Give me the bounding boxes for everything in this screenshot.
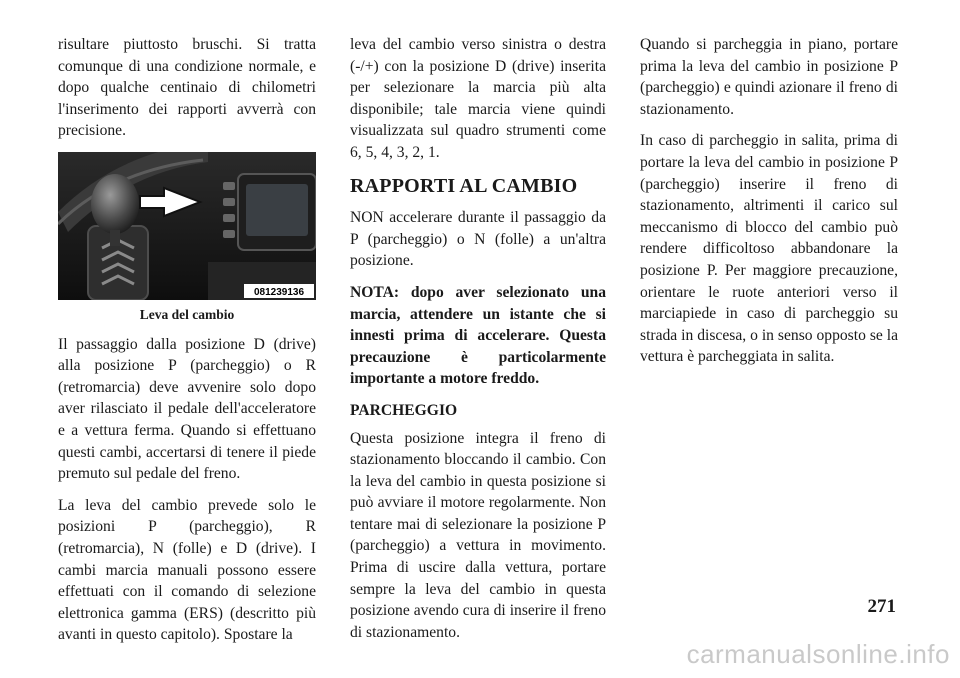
gear-knob <box>91 174 139 234</box>
paragraph: La leva del cambio prevede solo le posizioni P (parcheggio), R (retromarcia), N (folle) e D (drive). I cambi marcia manuali possono essere effettuati con il comando di selezione elettronica gamma (ERS) (descritto più avanti in questo capitolo). Spostare la <box>58 496 316 644</box>
paragraph: Quando si parcheggia in piano, portare prima la leva del cambio in posizione P (parcheggio) e quindi azionare il freno di stazionamento. <box>640 36 898 118</box>
column-middle <box>350 34 606 653</box>
paragraph: Il passaggio dalla posizione D (drive) alla posizione P (parcheggio) o R (retromarcia) deve avvenire solo dopo aver rilasciato il pedale dell'acceleratore e a vettura ferma. Quando si effettuano questi cambi, accertarsi di tenere il piede premuto sul pedale del freno. <box>58 335 316 483</box>
watermark: carmanualsonline.info <box>686 639 950 669</box>
paragraph: Questa posizione integra il freno di stazionamento bloccando il cambio. Con la leva del cambio in questa posizione si può avviare il motore regolarmente. Non tentare mai di selezionare la posizione P (parcheggio) a vettura in movimento. Prima di uscire dalla vettura, portare sempre la leva del cambio in questa posizione avendo cura di inserire il freno di stazionamento. <box>350 429 606 641</box>
paragraph: In caso di parcheggio in salita, prima di portare la leva del cambio in posizione P (parcheggio) inserire il freno di stazionamento, altrimenti il carico sul meccanismo di blocco del cambio può rendere difficoltoso abbandonare la posizione P. Per maggiore precauzione, orientare le ruote anteriori verso il marciapiede in caso di parcheggio su strada in discesa, o in senso opposto se la vettura è parcheggiata in salita. <box>640 132 898 366</box>
page-number: 271 <box>867 596 896 617</box>
paragraph: risultare piuttosto bruschi. Si tratta comunque di una condizione normale, e dopo qualche centinaio di chilometri l'inserimento dei rapporti avverrà con precisione. <box>58 36 316 140</box>
note-paragraph: NOTA: dopo aver selezionato una marcia, attendere un istante che si innesti prima di accelerare. Questa precauzione è particolarmente importante a motore freddo. <box>350 283 606 388</box>
column-right <box>640 34 898 378</box>
paragraph: leva del cambio verso sinistra o destra (-/+) con la posizione D (drive) inserita per selezionare la marcia più alta disponibile; tale marcia viene quindi visualizzata sul quadro strumenti come 6, 5, 4, 3, 2, 1. <box>350 36 606 161</box>
subsection-heading: PARCHEGGIO <box>350 401 458 419</box>
gear-lever-photo <box>58 152 316 300</box>
section-heading: RAPPORTI AL CAMBIO <box>350 174 578 197</box>
gear-lever-illustration <box>58 152 316 300</box>
figure-code: 081239136 <box>253 286 305 298</box>
paragraph: NON accelerare durante il passaggio da P (parcheggio) o N (folle) a un'altra posizione. <box>350 209 606 270</box>
column-left <box>58 34 316 656</box>
figure-caption: Leva del cambio <box>139 306 235 322</box>
